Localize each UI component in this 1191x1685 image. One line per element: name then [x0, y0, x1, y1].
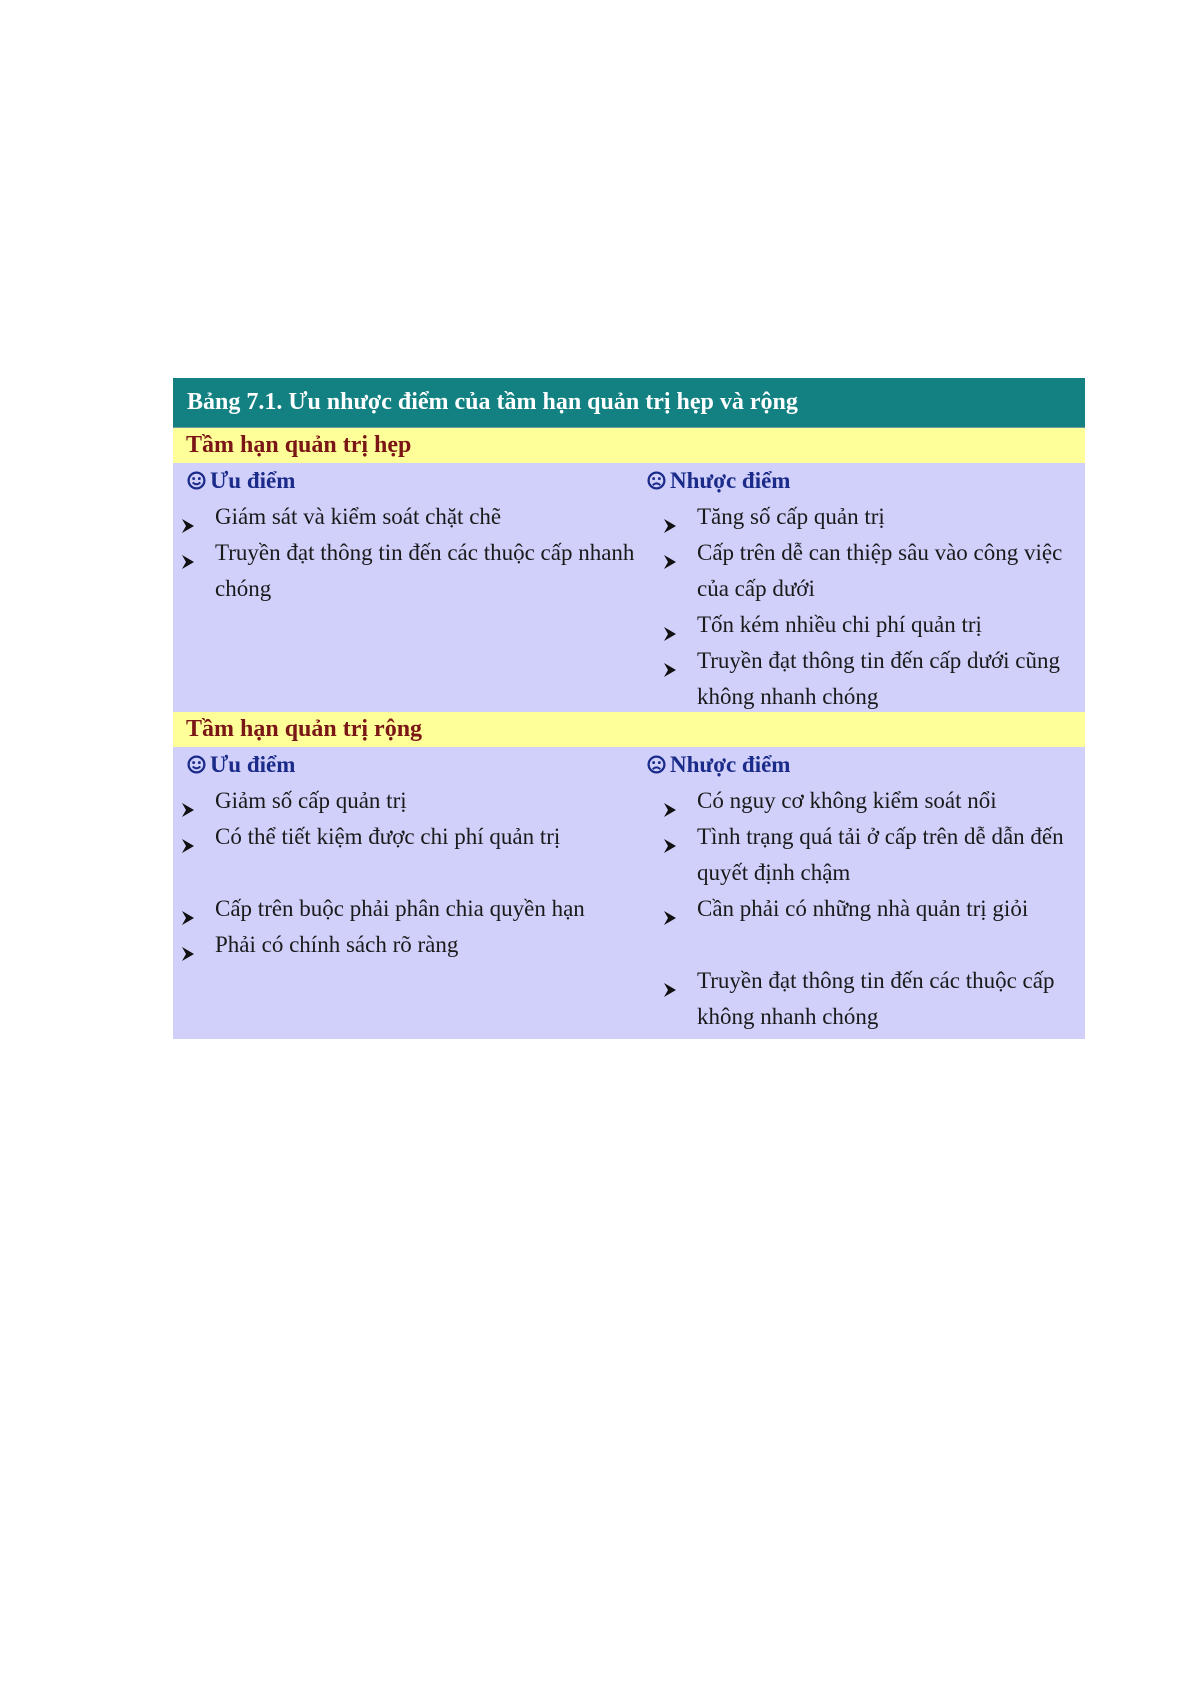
list-item-text: Cần phải có những nhà quản trị giỏi — [697, 896, 1029, 921]
arrowhead-bullet-icon — [663, 973, 677, 989]
disadvantages-heading — [647, 747, 1085, 783]
advantages-heading — [177, 463, 635, 499]
section-heading-narrow: Tầm hạn quản trị hẹp — [173, 428, 1085, 463]
disadvantages-heading — [647, 463, 1085, 499]
arrowhead-bullet-icon — [663, 653, 677, 669]
arrowhead-bullet-icon — [181, 509, 195, 525]
list-item-text: Tốn kém nhiều chi phí quản trị — [697, 612, 982, 637]
list-item — [177, 535, 635, 607]
disadvantages-list — [647, 783, 1085, 1035]
arrowhead-bullet-icon — [181, 901, 195, 917]
section-body-narrow — [173, 463, 1085, 712]
arrowhead-bullet-icon — [181, 937, 195, 953]
list-item-text: Tăng số cấp quản trị — [697, 504, 885, 529]
arrowhead-bullet-icon — [663, 793, 677, 809]
disadvantages-label: Nhược điểm — [670, 752, 791, 777]
arrowhead-bullet-icon — [663, 545, 677, 561]
section-heading-wide: Tầm hạn quản trị rộng — [173, 712, 1085, 747]
frowny-face-icon — [647, 471, 666, 490]
list-item-text: Truyền đạt thông tin đến các thuộc cấp không nhanh chóng — [697, 968, 1055, 1029]
list-item — [647, 819, 1085, 891]
table-title: Bảng 7.1. Ưu nhược điểm của tầm hạn quản trị hẹp và rộng — [173, 378, 1085, 428]
list-item-text: Giảm số cấp quản trị — [215, 788, 407, 813]
disadvantages-list — [647, 499, 1085, 715]
advantages-label: Ưu điểm — [210, 752, 296, 777]
arrowhead-bullet-icon — [663, 509, 677, 525]
frowny-face-icon — [647, 755, 666, 774]
advantages-list — [177, 783, 635, 963]
section-body-wide — [173, 747, 1085, 1037]
list-item-text: Truyền đạt thông tin đến các thuộc cấp nhanh chóng — [215, 540, 635, 601]
disadvantages-label: Nhược điểm — [670, 468, 791, 493]
advantages-disadvantages-table — [173, 378, 1085, 1039]
advantages-column — [173, 747, 635, 1037]
arrowhead-bullet-icon — [181, 829, 195, 845]
advantages-heading — [177, 747, 635, 783]
list-item — [647, 783, 1085, 819]
list-item — [647, 535, 1085, 607]
list-item — [177, 927, 635, 963]
list-item — [647, 891, 1085, 927]
list-item — [647, 643, 1085, 715]
arrowhead-bullet-icon — [663, 829, 677, 845]
list-item — [647, 499, 1085, 535]
smiley-face-icon — [187, 755, 206, 774]
list-item-text: Có nguy cơ không kiểm soát nổi — [697, 788, 997, 813]
disadvantages-column — [635, 747, 1085, 1037]
arrowhead-bullet-icon — [663, 617, 677, 633]
list-item — [177, 819, 635, 855]
list-item — [647, 963, 1085, 1035]
disadvantages-column — [635, 463, 1085, 712]
smiley-face-icon — [187, 471, 206, 490]
arrowhead-bullet-icon — [181, 793, 195, 809]
advantages-list — [177, 499, 635, 607]
list-item-text: Truyền đạt thông tin đến cấp dưới cũng không nhanh chóng — [697, 648, 1060, 709]
advantages-label: Ưu điểm — [210, 468, 296, 493]
list-item-text: Có thể tiết kiệm được chi phí quản trị — [215, 824, 561, 849]
list-item-text: Cấp trên dễ can thiệp sâu vào công việc của cấp dưới — [697, 540, 1063, 601]
list-item — [177, 783, 635, 819]
list-item — [647, 607, 1085, 643]
advantages-column — [173, 463, 635, 712]
list-item-text: Cấp trên buộc phải phân chia quyền hạn — [215, 896, 585, 921]
list-item-text: Tình trạng quá tải ở cấp trên dễ dẫn đến quyết định chậm — [697, 824, 1064, 885]
list-item-text: Phải có chính sách rõ ràng — [215, 932, 459, 957]
list-item — [177, 891, 635, 927]
arrowhead-bullet-icon — [181, 545, 195, 561]
list-item-text: Giám sát và kiểm soát chặt chẽ — [215, 504, 502, 529]
arrowhead-bullet-icon — [663, 901, 677, 917]
list-item — [177, 499, 635, 535]
